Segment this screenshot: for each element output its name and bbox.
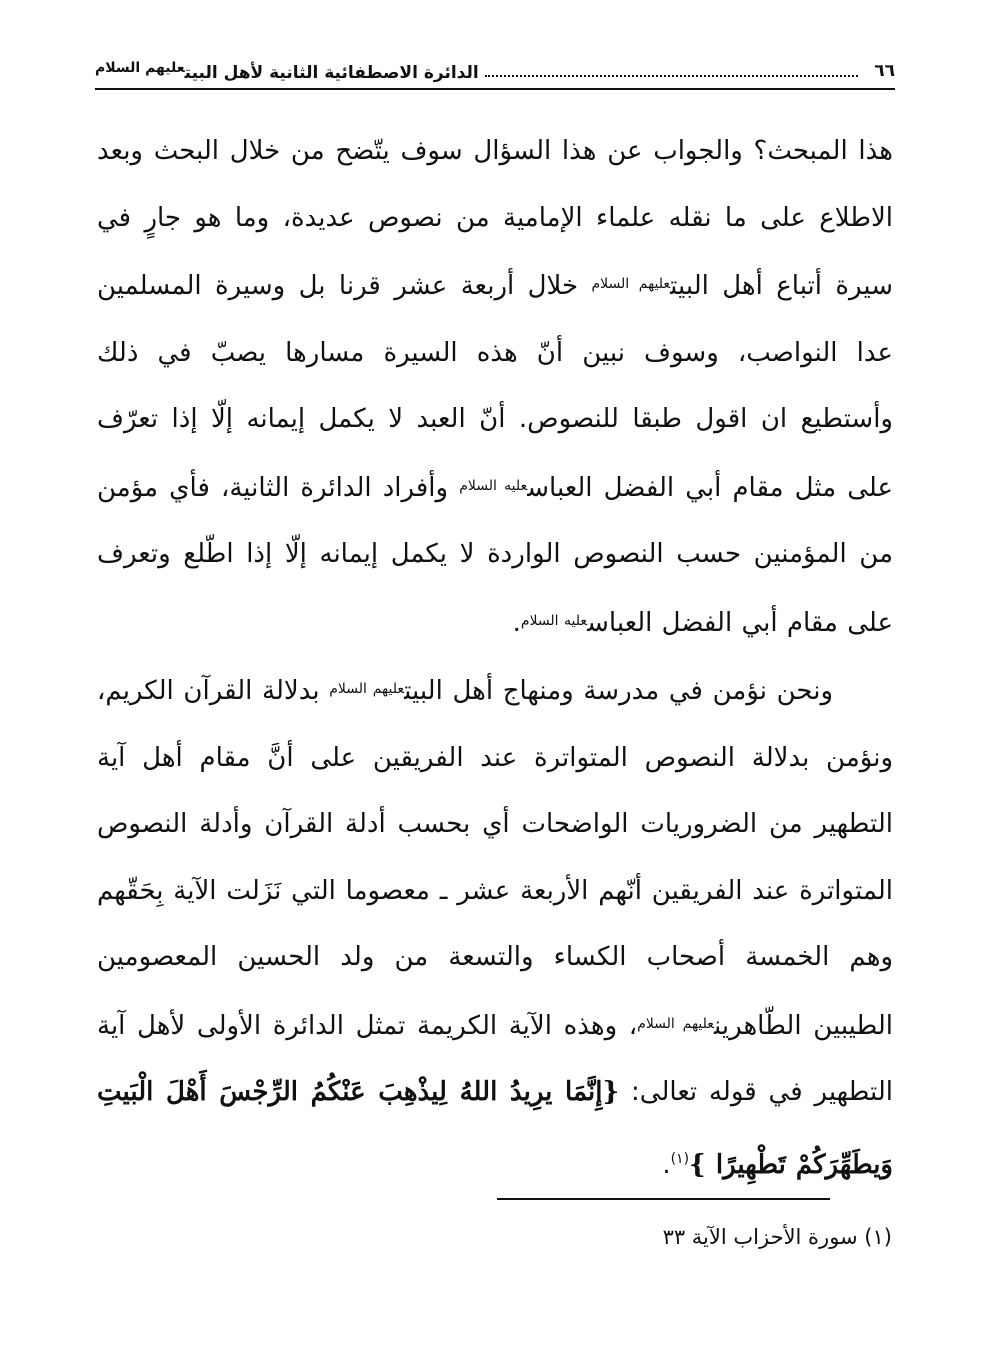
paragraph-1-text-a: هذا المبحث؟ والجواب عن هذا السؤال سوف يتّضح من خلال البحث وبعد الاطلاع على ما نقله علماء الإمامية من نصوص عديدة، وما هو جارٍ في سيرة أتباع أهل البيت — [97, 136, 894, 301]
running-title-text: الدائرة الاصطفائية الثانية لأهل البيت — [184, 62, 479, 83]
paragraph-1-text-b: خلال أربعة عشر قرنا بل وسيرة المسلمين عدا النواصب، وسوف نبين أنّ هذه السيرة مسارها يصبّ في ذلك وأستطيع ان اقول طبقا للنصوص. أنّ العبد لا يكمل إيمانه إلّا إذا تعرّف على مثل مقام أبي الفضل العباس — [97, 271, 894, 503]
paragraph-2-end: . — [662, 1149, 671, 1180]
page-header — [95, 55, 895, 87]
honorific-mark: عليه السلام — [459, 477, 528, 494]
honorific-mark: عليه السلام — [520, 612, 588, 629]
footnote-reference[interactable]: (١) — [670, 1150, 690, 1167]
footnote-separator — [497, 1198, 830, 1200]
header-rule — [95, 88, 895, 90]
paragraph-1 — [97, 118, 893, 656]
paragraph-2-text-b: بدلالة القرآن الكريم، ونؤمن بدلالة النصوص المتواترة عند الفريقين على أنَّ مقام أهل آية التطهير من الضروريات الواضحات أي بحسب أدلة القرآن وأدلة النصوص المتواترة عند الفريقين أنّهم الأربعة عشر ـ معصوما التي نَزَلت الآية بِحَقّهم وهم الخمسة أصحاب الكساء والتسعة من ولد الحسين المعصومين الطيبين الطّاهرين — [97, 676, 894, 1041]
running-title — [95, 60, 479, 83]
running-title-honorific: عليهم السلام — [95, 59, 185, 76]
header-leader-dots — [485, 75, 859, 77]
quran-close-bracket: } — [689, 1149, 706, 1180]
body-text — [97, 118, 893, 1198]
quran-open-bracket: { — [602, 1077, 620, 1107]
honorific-mark: عليهم السلام — [329, 681, 405, 697]
paragraph-2-text-c: ، وهذه الآية الكريمة تمثل الدائرة الأولى لأهل آية التطهير في قوله تعالى: — [97, 1010, 893, 1107]
quran-verse-text: إِنَّمَا يرِيدُ اللهُ لِيذْهِبَ عَنْكُمُ الرِّجْسَ أَهْلَ الْبَيتِ وَيطَهِّرَكُمْ تَطْهِيرًا — [97, 1077, 893, 1180]
honorific-mark: عليهم السلام — [637, 1015, 715, 1032]
paragraph-2 — [97, 656, 893, 1198]
paragraph-2-text-a: ونحن نؤمن في مدرسة ومنهاج أهل البيت — [404, 676, 833, 706]
footnote: (١) سورة الأحزاب الآية ٣٣ — [662, 1225, 892, 1249]
page-number: ٦٦ — [874, 61, 895, 81]
paragraph-1-text-c: وأفراد الدائرة الثانية، فأي مؤمن من المؤمنين حسب النصوص الواردة لا يكمل إيمانه إلّا إذا اطّلع وتعرف على مقام أبي الفضل العباس — [97, 472, 893, 638]
paragraph-1-end: . — [512, 607, 521, 638]
honorific-mark: عليهم السلام — [591, 276, 671, 292]
